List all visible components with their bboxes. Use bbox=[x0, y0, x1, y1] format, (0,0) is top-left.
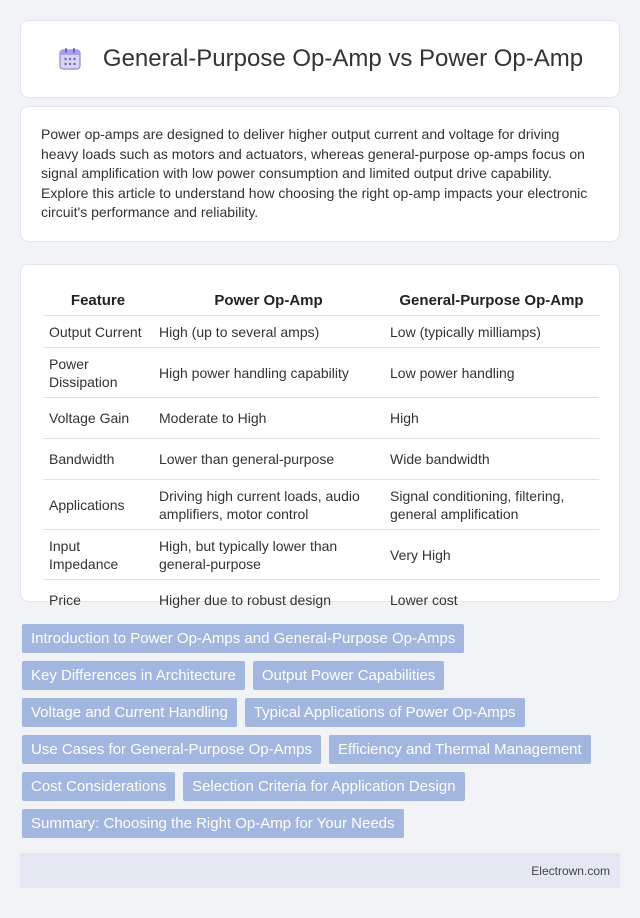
topic-tag[interactable]: Output Power Capabilities bbox=[253, 661, 444, 690]
calendar-icon bbox=[57, 46, 83, 72]
table-cell: Power Dissipation bbox=[43, 348, 153, 398]
table-row bbox=[43, 480, 599, 530]
page-title: General-Purpose Op-Amp vs Power Op-Amp bbox=[102, 45, 584, 72]
table-row bbox=[43, 439, 599, 480]
table-cell: Lower than general-purpose bbox=[153, 439, 384, 480]
table-cell: Low power handling bbox=[384, 348, 599, 398]
table-cell: Bandwidth bbox=[43, 439, 153, 480]
table-row bbox=[43, 530, 599, 580]
table-cell: High power handling capability bbox=[153, 348, 384, 398]
table-cell: Very High bbox=[384, 530, 599, 580]
table-cell: High, but typically lower than general-purpose bbox=[153, 530, 384, 580]
table-cell: Price bbox=[43, 580, 153, 621]
table-cell: Voltage Gain bbox=[43, 398, 153, 439]
footer-site-name[interactable]: Electrown.com bbox=[531, 863, 610, 878]
title-card bbox=[20, 20, 620, 98]
intro-card bbox=[20, 106, 620, 242]
table-cell: Higher due to robust design bbox=[153, 580, 384, 621]
table-cell: Lower cost bbox=[384, 580, 599, 621]
table-row bbox=[43, 580, 599, 621]
table-cell: Signal conditioning, filtering, general amplification bbox=[384, 480, 599, 530]
topic-tag[interactable]: Typical Applications of Power Op-Amps bbox=[245, 698, 525, 727]
topic-tag[interactable]: Summary: Choosing the Right Op-Amp for Your Needs bbox=[22, 809, 404, 838]
table-cell: Low (typically milliamps) bbox=[384, 316, 599, 348]
table-cell: High bbox=[384, 398, 599, 439]
comparison-table bbox=[43, 285, 599, 620]
topic-tag[interactable]: Cost Considerations bbox=[22, 772, 175, 801]
table-cell: High (up to several amps) bbox=[153, 316, 384, 348]
table-cell: Wide bandwidth bbox=[384, 439, 599, 480]
column-header: General-Purpose Op-Amp bbox=[399, 291, 584, 309]
table-row bbox=[43, 316, 599, 348]
table-cell: Applications bbox=[43, 480, 153, 530]
intro-paragraph: Power op-amps are designed to deliver higher output current and voltage for driving heavy loads such as motors and actuators, whereas general-purpose op-amps focus on signal amplification with low power consumption and limited output drive capability. Explore this article to understand how choosing the right op-amp impacts your electronic circuit's performance and reliability. bbox=[41, 126, 588, 220]
footer bbox=[20, 853, 620, 888]
table-cell: Output Current bbox=[43, 316, 153, 348]
table-cell: Input Impedance bbox=[43, 530, 153, 580]
comparison-table-card bbox=[20, 264, 620, 608]
table-row bbox=[43, 398, 599, 439]
column-header: Feature bbox=[70, 291, 126, 309]
topic-tag[interactable]: Efficiency and Thermal Management bbox=[329, 735, 591, 764]
table-header-row bbox=[43, 285, 599, 316]
topic-tags bbox=[22, 624, 622, 846]
topic-tag[interactable]: Voltage and Current Handling bbox=[22, 698, 237, 727]
column-header: Power Op-Amp bbox=[214, 291, 323, 309]
table-cell: Driving high current loads, audio amplifiers, motor control bbox=[153, 480, 384, 530]
table-row bbox=[43, 348, 599, 398]
topic-tag[interactable]: Use Cases for General-Purpose Op-Amps bbox=[22, 735, 321, 764]
topic-tag[interactable]: Key Differences in Architecture bbox=[22, 661, 245, 690]
topic-tag[interactable]: Selection Criteria for Application Design bbox=[183, 772, 464, 801]
topic-tag[interactable]: Introduction to Power Op-Amps and General-Purpose Op-Amps bbox=[22, 624, 464, 653]
table-cell: Moderate to High bbox=[153, 398, 384, 439]
